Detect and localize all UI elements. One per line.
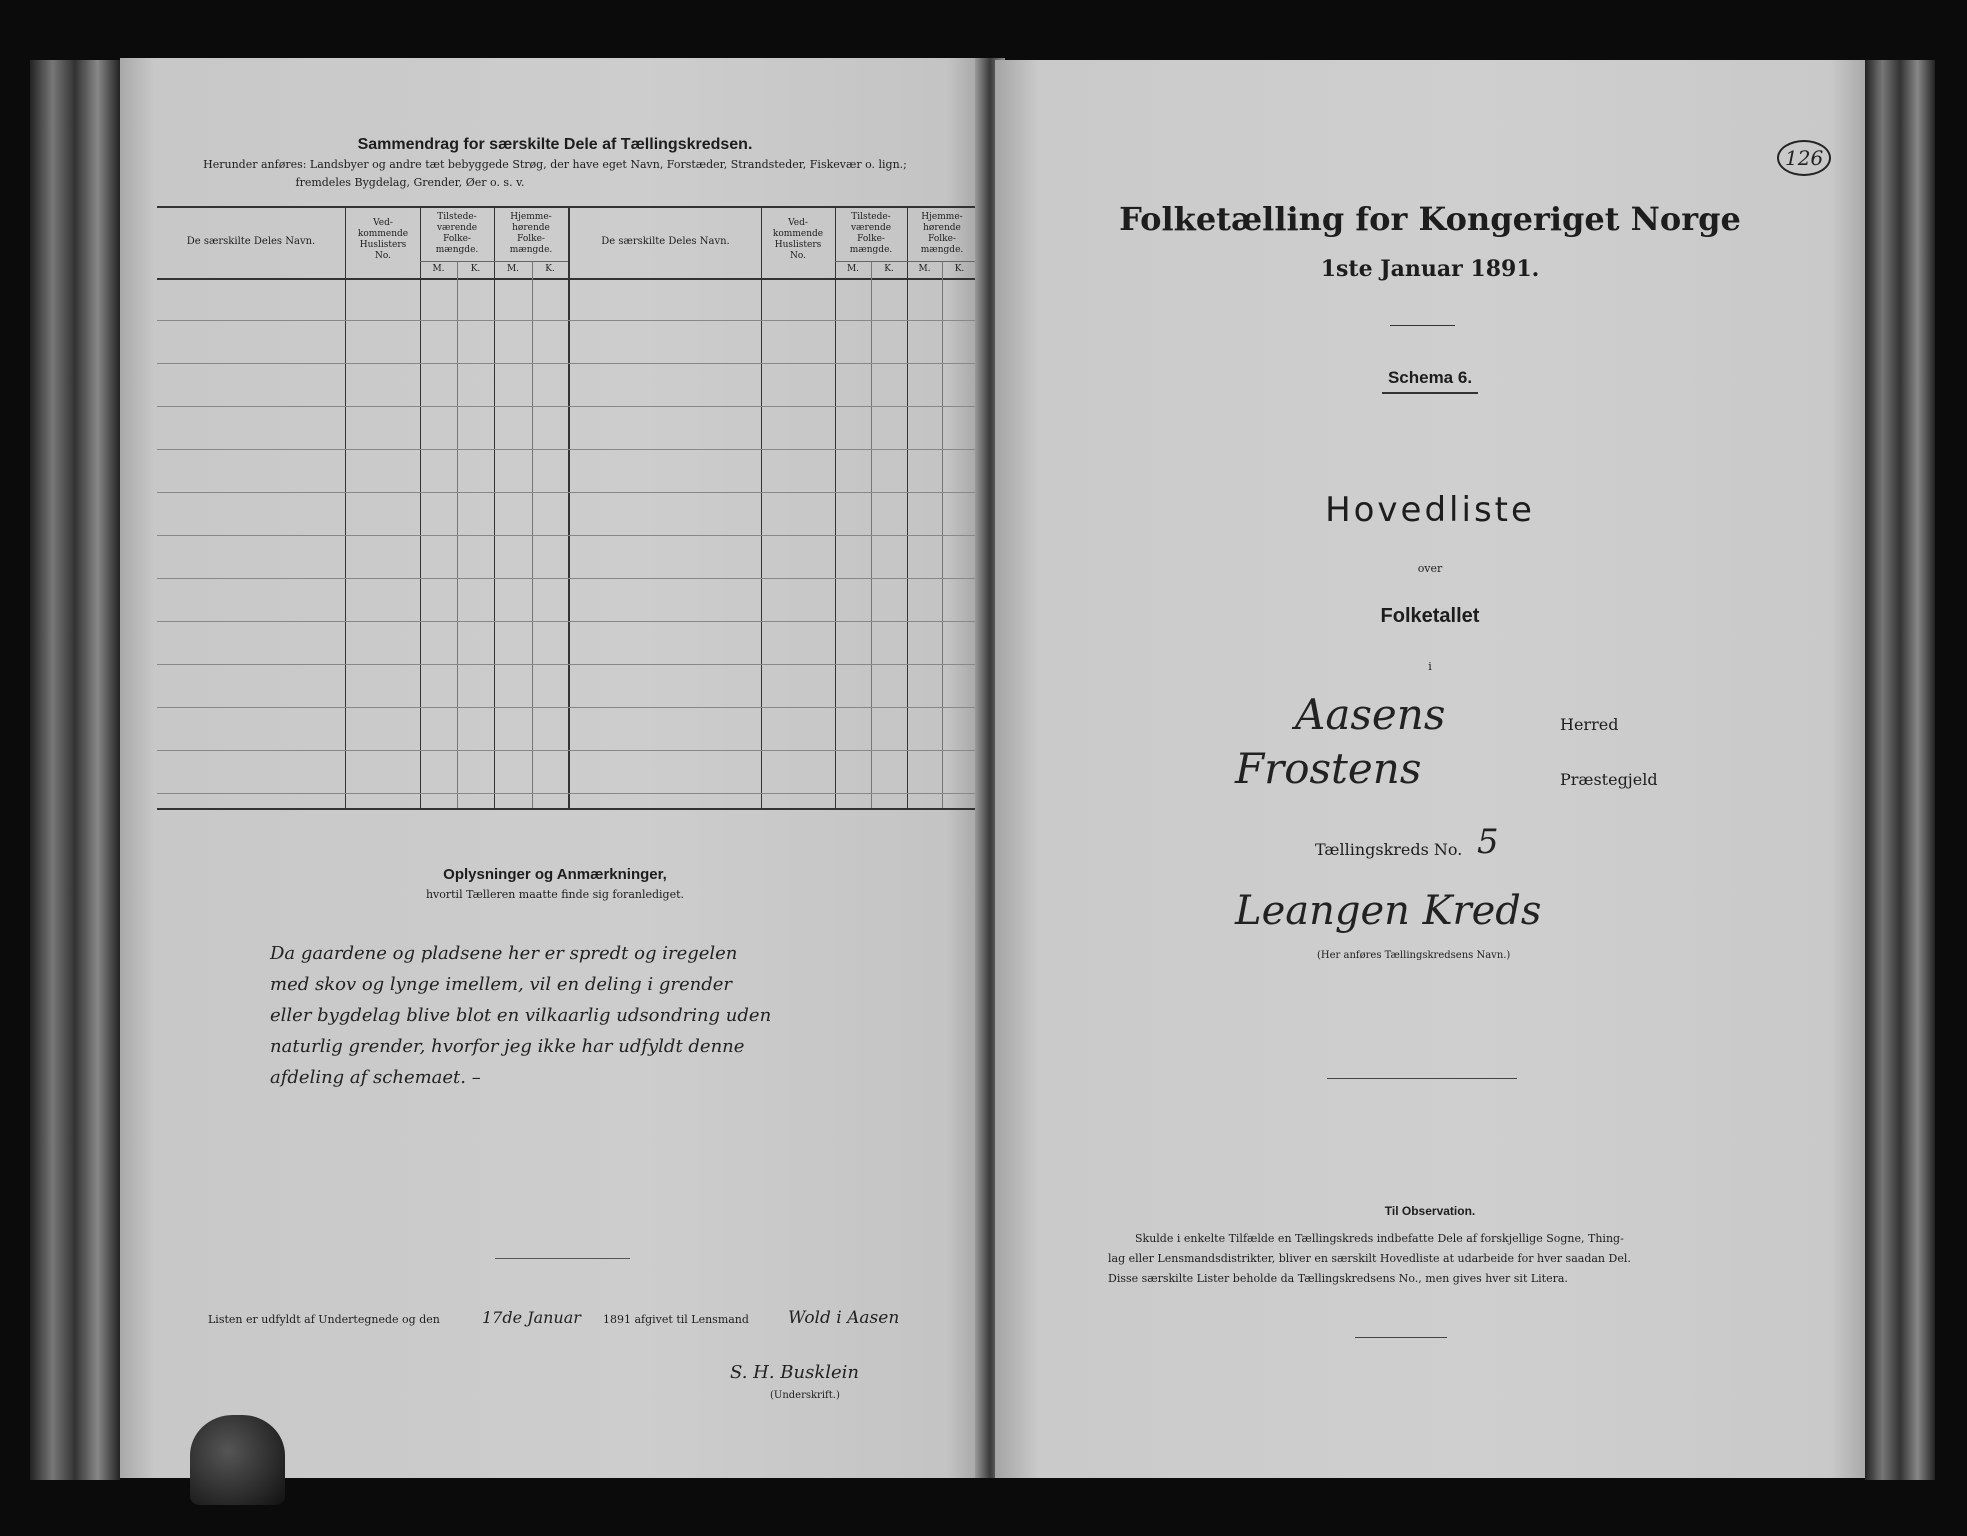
i-label: i (1428, 660, 1432, 673)
sign-date: 17de Januar (482, 1308, 581, 1327)
herred-label: Herred (1560, 715, 1619, 734)
notes-handwriting (270, 938, 970, 1093)
notes-line-1: Da gaardene og pladsene her er spredt og iregelen (270, 943, 738, 964)
prestegjeld-label: Præstegjeld (1560, 770, 1658, 789)
signature: S. H. Busklein (730, 1362, 859, 1383)
col-header-tilstede-1: Tilstede-værende Folke-mængde. (435, 212, 479, 255)
col-header-tilstede-2: Tilstede-værende Folke-mængde. (849, 212, 893, 255)
book-edge-left (30, 60, 120, 1480)
col-header-name-2: De særskilte Deles Navn. (601, 236, 730, 247)
notes-line-5: afdeling af schemaet. – (270, 1067, 481, 1088)
signature-label: (Underskrift.) (770, 1390, 840, 1401)
page-number: 126 (1777, 140, 1831, 176)
left-page (120, 58, 990, 1478)
col-header-huslister-1: Ved-kommende Huslisters No. (357, 218, 409, 261)
notes-title: Oplysninger og Anmærkninger, (443, 866, 667, 883)
col-k-4: K. (954, 264, 965, 274)
summary-table (157, 206, 977, 810)
col-header-name-1: De særskilte Deles Navn. (186, 236, 316, 247)
over-label: over (1417, 562, 1443, 575)
book-edge-right (1865, 60, 1935, 1480)
census-date: 1ste Januar 1891. (1320, 256, 1540, 282)
kreds-number: 5 (1477, 822, 1499, 862)
notes-line-3: eller bygdelag blive blot en vilkaarlig udsondring uden (270, 1005, 772, 1026)
kreds-note: (Her anføres Tællingskredsens Navn.) (1317, 950, 1511, 961)
observation-line-3: Disse særskilte Lister beholde da Tællingskredsens No., men gives hver sit Litera. (1108, 1272, 1568, 1285)
right-page (995, 60, 1865, 1478)
sign-year: 1891 afgivet til Lensmand (603, 1313, 749, 1326)
col-header-hjemme-2: Hjemme-hørende Folke-mængde. (920, 212, 964, 255)
notes-subtitle: hvortil Tælleren maatte finde sig foranlediget. (425, 888, 685, 901)
col-k-3: K. (884, 264, 894, 274)
hovedliste-heading: Hovedliste (1325, 490, 1535, 530)
observation-line-1: Skulde i enkelte Tilfælde en Tællingskreds indbefatte Dele af forskjellige Sogne, Thing- (1135, 1232, 1624, 1245)
left-title: Sammendrag for særskilte Dele af Tællingskredsen. (357, 136, 753, 153)
observation-title: Til Observation. (1384, 1204, 1476, 1218)
col-m-4: M. (918, 264, 931, 274)
thumb-shadow (190, 1415, 285, 1505)
notes-line-4: naturlig grender, hvorfor jeg ikke har udfyldt denne (270, 1036, 745, 1057)
notes-line-2: med skov og lynge imellem, vil en deling i grender (270, 974, 733, 995)
left-subtitle-2: fremdeles Bygdelag, Grender, Øer o. s. v. (295, 176, 525, 189)
col-m-2: M. (506, 264, 520, 274)
herred-name: Aasens (1295, 690, 1446, 739)
kreds-name: Leangen Kreds (1235, 888, 1542, 934)
kreds-label: Tællingskreds No. (1315, 840, 1463, 859)
schema-label: Schema 6. (1387, 368, 1473, 387)
col-header-huslister-2: Ved-kommende Huslisters No. (772, 218, 824, 261)
col-k-1: K. (470, 264, 481, 274)
prestegjeld-name: Frostens (1235, 744, 1422, 793)
col-m-1: M. (432, 264, 445, 274)
col-m-3: M. (846, 264, 860, 274)
col-k-2: K. (545, 264, 555, 274)
observation-line-2: lag eller Lensmandsdistrikter, bliver en særskilt Hovedliste at udarbeide for hver saadan Del. (1108, 1252, 1631, 1265)
col-header-hjemme-1: Hjemme-hørende Folke-mængde. (509, 212, 553, 255)
folketallet-heading: Folketallet (1380, 605, 1480, 627)
main-title: Folketælling for Kongeriget Norge (1119, 200, 1741, 238)
left-subtitle-1: Herunder anføres: Landsbyer og andre tæt bebyggede Strøg, der have eget Navn, Forstæder, Strandsteder, Fiskevær o. lign.; (203, 158, 907, 171)
sign-prefix: Listen er udfyldt af Undertegnede og den (208, 1313, 440, 1326)
sign-lensmand: Wold i Aasen (788, 1308, 900, 1328)
